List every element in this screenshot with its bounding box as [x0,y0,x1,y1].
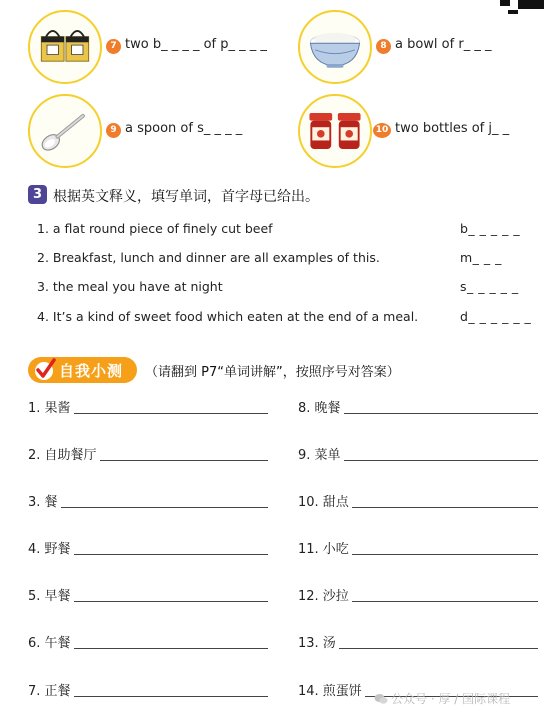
definition-row [37,221,537,239]
self-test-note: （请翻到 P7“单词讲解”，按照序号对答案） [145,365,400,380]
answer-line [28,507,268,508]
vocab-prompt: 6. 午餐 [28,632,74,651]
answer-blank[interactable]: b_ _ _ _ _ [460,221,521,236]
item-number-badge: 9 [106,123,121,138]
vocab-prompt: 2. 自助餐厅 [28,444,100,463]
vocab-item[interactable] [28,397,268,417]
watermark-text: 公众号 · 厚 / 国际课程 [391,692,511,706]
rice-bowl-icon [298,10,372,84]
vocab-prompt: 5. 早餐 [28,585,74,604]
vocab-item[interactable] [298,632,538,652]
item-prompt: a spoon of s_ _ _ _ [125,121,243,136]
vocab-item[interactable] [28,632,268,652]
vocab-item[interactable] [28,538,268,558]
picture-item-8 [298,10,548,86]
definition-text: 3. the meal you have at night [37,279,223,294]
vocab-prompt: 1. 果酱 [28,397,74,416]
vocab-prompt: 11. 小吃 [298,538,352,557]
wechat-icon [374,693,388,705]
vocab-prompt: 14. 煎蛋饼 [298,680,365,699]
vocab-prompt: 7. 正餐 [28,680,74,699]
vocab-item[interactable] [298,444,538,464]
definition-row [37,250,537,268]
vocab-prompt: 9. 菜单 [298,444,344,463]
jam-jars-icon [298,94,372,168]
item-prompt: two b_ _ _ _ of p_ _ _ _ [125,37,267,52]
vocab-item[interactable] [298,585,538,605]
item-prompt: two bottles of j_ _ [395,121,510,136]
answer-blank[interactable]: d_ _ _ _ _ _ [460,309,532,324]
item-number-badge: 7 [106,39,121,54]
answer-blank[interactable]: m_ _ _ [460,250,502,265]
paper-bags-icon [28,10,102,84]
definition-text: 2. Breakfast, lunch and dinner are all examples of this. [37,250,380,265]
picture-item-10 [298,94,548,170]
definition-text: 1. a flat round piece of finely cut beef [37,221,273,236]
section-instructions: 根据英文释义，填写单词，首字母已给出。 [53,189,319,205]
definition-row [37,279,537,297]
watermark [374,690,510,707]
vocab-item[interactable] [298,491,538,511]
vocab-item[interactable] [298,397,538,417]
item-number-badge: 8 [376,39,391,54]
picture-item-7 [28,10,278,86]
section-number-badge: 3 [28,185,47,204]
definition-row [37,309,537,327]
definition-text: 4. It’s a kind of sweet food which eaten at the end of a meal. [37,309,419,324]
vocab-item[interactable] [28,444,268,464]
spoon-icon [28,94,102,168]
vocab-prompt: 12. 沙拉 [298,585,352,604]
vocab-prompt: 13. 汤 [298,632,339,651]
vocab-prompt: 8. 晚餐 [298,397,344,416]
checkmark-icon [32,357,58,383]
answer-blank[interactable]: s_ _ _ _ _ [460,279,519,294]
vocab-item[interactable] [298,538,538,558]
vocab-item[interactable] [28,585,268,605]
vocab-item[interactable] [28,491,268,511]
vocab-prompt: 10. 甜点 [298,491,352,510]
vocab-prompt: 4. 野餐 [28,538,74,557]
self-test-banner [28,357,137,383]
picture-item-9 [28,94,278,170]
item-prompt: a bowl of r_ _ _ [395,37,492,52]
self-test-title: 自我小测 [59,362,124,380]
vocab-item[interactable] [28,680,268,700]
vocab-prompt: 3. 餐 [28,491,61,510]
item-number-badge: 10 [373,123,391,138]
